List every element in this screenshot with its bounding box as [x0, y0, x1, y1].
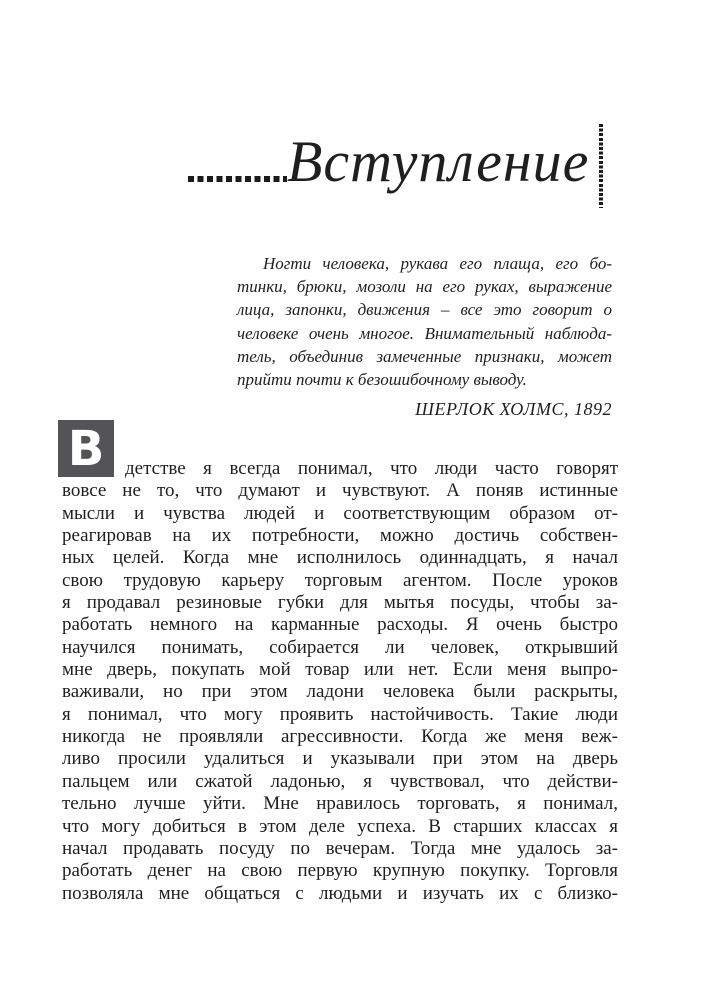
body-line: позволяла мне общаться с людьми и изучать их с близко- — [62, 882, 618, 904]
body-paragraph — [62, 458, 618, 905]
epigraph-lines — [237, 252, 612, 391]
epigraph-line: лица, запонки, движения – все это говорит о — [237, 300, 612, 320]
epigraph-line: прийти почти к безошибочному выводу. — [237, 370, 527, 390]
body-line: мне дверь, покупать мой товар или нет. Если меня выпро- — [62, 659, 618, 681]
body-line: что могу добиться в этом деле успеха. В старших классах я — [62, 815, 618, 837]
body-line: я понимал, что могу проявить настойчивость. Такие люди — [62, 703, 618, 725]
body-line: тельно лучше уйти. Мне нравилось торговать, я понимал, — [62, 793, 618, 815]
epigraph — [237, 252, 612, 421]
epigraph-attribution: ШЕРЛОК ХОЛМС, 1892 — [415, 399, 612, 420]
body-line: ных целей. Когда мне исполнилось одиннадцать, я начал — [62, 547, 618, 569]
body-line: свою трудовую карьеру торговым агентом. После уроков — [62, 569, 618, 591]
body-line: важивали, но при этом ладони человека были раскрыты, — [62, 681, 618, 703]
body-line: начал продавать посуду по вечерам. Тогда мне удалось за- — [62, 837, 618, 859]
body-line: работать немного на карманные расходы. Я очень быстро — [62, 614, 618, 636]
body-line: работать денег на свою первую крупную покупку. Торговля — [62, 860, 618, 882]
body-line: я продавал резиновые губки для мытья посуды, чтобы за- — [62, 592, 618, 614]
drop-cap: В — [58, 420, 114, 477]
body-line: мысли и чувства людей и соответствующим образом от- — [62, 502, 618, 524]
chapter-title: Вступление — [287, 129, 590, 194]
body-line: научился понимать, собирается ли человек, открывший — [62, 636, 618, 658]
body-line: пальцем или сжатой ладонью, я чувствовал, что действи- — [62, 770, 618, 792]
body-line: ливо просили удалиться и указывали при этом на дверь — [62, 748, 618, 770]
epigraph-line: человеке очень многое. Внимательный наблюда- — [237, 323, 612, 343]
body-line: реагировав на их потребности, можно достичь собствен- — [62, 525, 618, 547]
body-line: никогда не проявляли агрессивности. Когда же меня веж- — [62, 726, 618, 748]
epigraph-line: Ногти человека, рукава его плаща, его бо- — [263, 254, 612, 273]
dotted-leader — [188, 176, 287, 182]
body-line: вовсе не то, что думают и чувствуют. А поняв истинные — [62, 480, 618, 502]
epigraph-line: тинки, брюки, мозоли на его руках, выражение — [237, 277, 612, 297]
body-line: детстве я всегда понимал, что люди часто говорят — [125, 458, 618, 479]
dotted-rule-vertical — [599, 124, 603, 208]
epigraph-line: тель, объединив замеченные признаки, может — [237, 346, 612, 366]
